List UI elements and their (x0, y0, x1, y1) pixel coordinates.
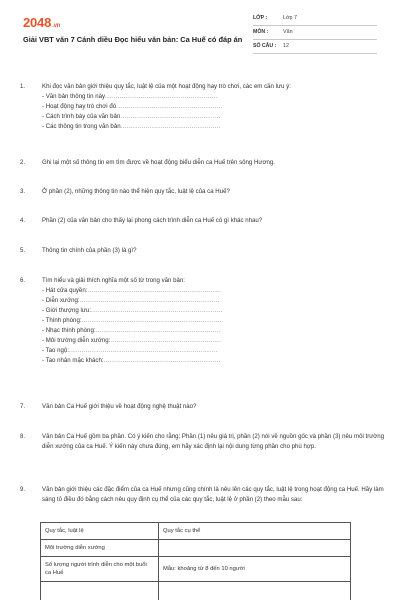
table-cell[interactable] (159, 582, 351, 600)
answer-label: - Hoạt động hay trò chơi đó (42, 103, 117, 110)
answer-dots: ....................................................................... (69, 347, 218, 354)
answer-dots: ................................................................ (87, 287, 222, 294)
table-cell[interactable] (159, 540, 351, 557)
meta-row-subject (253, 26, 377, 40)
answer-line[interactable] (42, 306, 388, 316)
answer-dots: ................................................................... (79, 297, 220, 304)
question-text: Văn bản Ca Huế gồm ba phần. Có ý kiến cho rằng: Phần (1) nêu giá trị, phần (2) nói về nguồn gốc và phần (3) nêu môi trường diễn xướng của ca Huế. Ý kiến này chưa đúng, em hãy xác định lại nội dung từng phần cho phù hợp. (42, 433, 385, 450)
question-text: Ở phần (2), những thông tin nào thể hiện quy tắc, luật lệ của ca Huế? (42, 188, 230, 195)
question-number: 2. (20, 159, 26, 166)
answer-dots: ................................................................... (81, 317, 222, 324)
answer-label: - Thính phòng: (42, 317, 82, 324)
answer-label: - Nhạc thính phòng: (42, 327, 96, 334)
answer-line[interactable] (42, 92, 388, 102)
table-cell: Số lượng người trình diễn cho một buổi ca Huế (41, 557, 159, 582)
document-header (0, 0, 400, 70)
question-text: Phần (2) của văn bản cho thấy lại phong cách trình diễn ca Huế có gì khác nhau? (42, 217, 263, 224)
answer-label: - Hát cửa quyền: (42, 287, 88, 294)
answer-dots: ........................................................ (103, 357, 221, 364)
table-header-cell: Quy tắc cụ thể (159, 523, 351, 540)
document-title: Giải VBT văn 7 Cánh diều Đọc hiểu văn bản: Ca Huế có đáp án (23, 35, 243, 44)
answer-dots: ..................................................... (110, 337, 222, 344)
meta-row-question-count (253, 40, 377, 54)
meta-value: 12 (283, 43, 289, 49)
question-number: 6. (20, 277, 26, 284)
table-cell (41, 582, 159, 600)
answer-line[interactable] (42, 122, 388, 132)
logo-text: 2048 (23, 15, 52, 30)
table-cell: Mẫu: khoảng từ 8 đến 10 người (159, 557, 351, 582)
answer-label: - Diễn xướng: (42, 297, 80, 304)
answer-dots: ............................................................ (95, 327, 222, 334)
answer-line[interactable] (42, 326, 388, 336)
question-number: 7. (20, 403, 26, 410)
question-text: Khi đọc văn bản giới thiệu quy tắc, luật lệ của một hoạt động hay trò chơi, các em cần lưu ý: (42, 83, 291, 90)
question-number: 1. (20, 83, 26, 90)
meta-row-class (253, 12, 377, 26)
answer-line[interactable] (42, 316, 388, 326)
answer-dots: ................................................... (116, 103, 223, 110)
table-cell: Môi trường diễn xướng (41, 540, 159, 557)
answer-dots: ................................................ (120, 113, 221, 120)
answer-label: - Tao ngộ: (42, 347, 69, 354)
answer-label: - Văn bản thông tin này (42, 93, 106, 100)
table-header-row (41, 523, 351, 540)
question-text: Tìm hiểu và giải thích nghĩa một số từ trong văn bản: (42, 277, 185, 284)
meta-value: Văn (283, 29, 293, 35)
question-text-block (42, 82, 388, 132)
answer-dots: ................................................ (120, 123, 222, 130)
answer-line[interactable] (42, 296, 388, 306)
answer-line[interactable] (42, 112, 388, 122)
answer-label: - Tao nhân mặc khách: (42, 357, 104, 364)
question-number: 4. (20, 217, 26, 224)
answer-label: - Giới thượng lưu: (42, 307, 92, 314)
answer-label: - Môi trường diễn xướng: (42, 337, 111, 344)
question-number: 5. (20, 247, 26, 254)
answer-line[interactable] (42, 102, 388, 112)
question-number: 8. (20, 433, 26, 440)
question-text: Ghi lại một số thông tin em tìm được về hoạt động biểu diễn ca Huế trên sông Hương. (42, 159, 275, 166)
meta-key: LỚP : (253, 15, 268, 21)
site-logo[interactable] (23, 15, 60, 30)
question-text: Văn bản Ca Huế giới thiệu về hoạt động nghệ thuật nào? (42, 403, 197, 410)
answer-dots: ............................................................... (91, 307, 223, 314)
meta-key: SỐ CÂU : (253, 43, 277, 49)
answer-line[interactable] (42, 286, 388, 296)
rules-table (40, 522, 351, 600)
table-row (41, 557, 351, 582)
question-text: Thông tin chính của phần (3) là gì? (42, 247, 137, 254)
answer-label: - Các thông tin trong văn bản (42, 123, 121, 130)
table-header-cell: Quy tắc, luật lệ (41, 523, 159, 540)
question-text-block (42, 276, 388, 366)
answer-line[interactable] (42, 336, 388, 346)
question-text: Văn bản giới thiệu các đặc điểm của ca Huế nhưng cũng chính là nêu lên các quy tắc, luật lệ trong hoạt động ca Huế. Hãy làm sáng tỏ điều đó bằng cách nêu quy định cụ thể của các quy tắc, luật lệ ở phần (2) theo mẫu sau: (42, 486, 384, 503)
answer-line[interactable] (42, 346, 388, 356)
table-row (41, 582, 351, 600)
meta-value: Lớp 7 (283, 15, 298, 21)
answer-label: - Cách trình bày của văn bản (42, 113, 121, 120)
answer-line[interactable] (42, 356, 388, 366)
table-row (41, 540, 351, 557)
answer-dots: ...................................................... (105, 93, 219, 100)
logo-domain: .vn (52, 23, 61, 29)
question-number: 3. (20, 188, 26, 195)
question-number: 9. (20, 486, 26, 493)
meta-info (253, 12, 377, 54)
meta-key: MÔN : (253, 29, 269, 35)
